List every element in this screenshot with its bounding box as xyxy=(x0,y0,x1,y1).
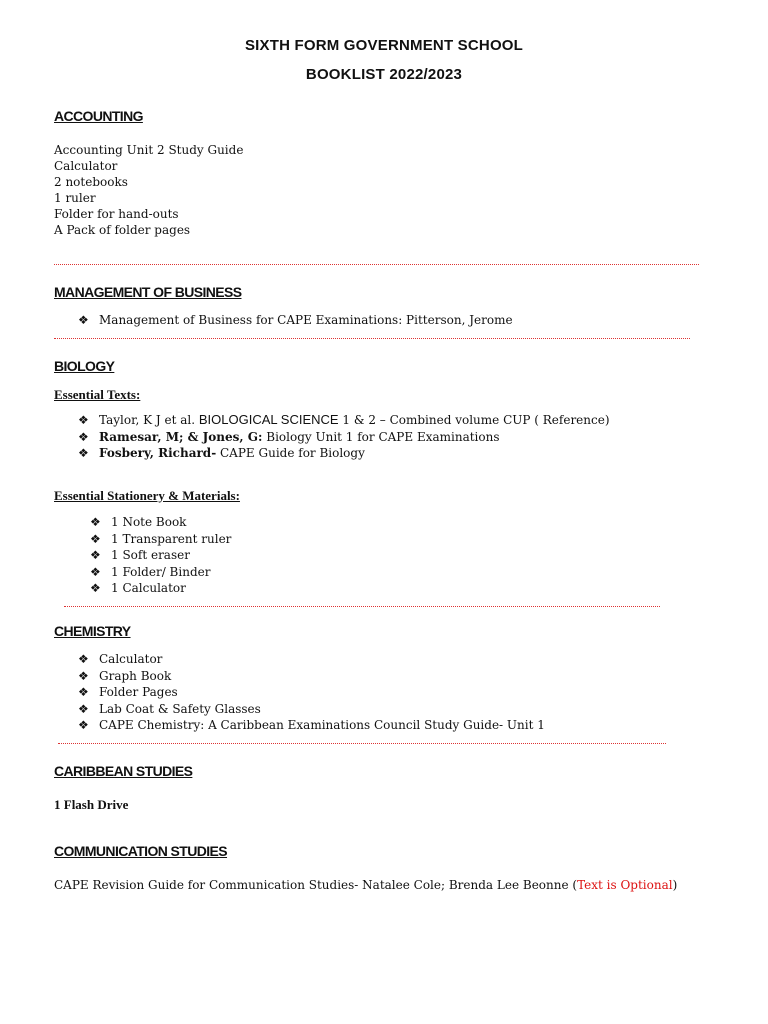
management-list xyxy=(78,312,513,329)
list-item: ❖ Taylor, K J et al. BIOLOGICAL SCIENCE 1 & 2 – Combined volume CUP ( Reference) xyxy=(78,412,610,427)
diamond-bullet-icon: ❖ xyxy=(90,548,101,562)
list-item: ❖ Calculator xyxy=(78,652,163,666)
optional-note: Text is Optional xyxy=(577,878,673,892)
list-item: ❖ Management of Business for CAPE Examinations: Pitterson, Jerome xyxy=(78,313,513,327)
divider xyxy=(54,264,699,265)
essential-texts-heading: Essential Texts: xyxy=(54,387,141,402)
list-item: Folder for hand-outs xyxy=(54,207,179,221)
chemistry-heading: CHEMISTRY xyxy=(54,623,131,639)
diamond-bullet-icon: ❖ xyxy=(90,581,101,595)
list-item: 2 notebooks xyxy=(54,175,128,189)
list-item: ❖ 1 Soft eraser xyxy=(90,548,190,562)
chemistry-list xyxy=(78,651,545,734)
diamond-bullet-icon: ❖ xyxy=(78,652,89,666)
diamond-bullet-icon: ❖ xyxy=(78,718,89,732)
list-item: ❖ 1 Calculator xyxy=(90,581,186,595)
diamond-bullet-icon: ❖ xyxy=(78,429,89,444)
biology-heading: BIOLOGY xyxy=(54,358,115,374)
diamond-bullet-icon: ❖ xyxy=(78,701,89,716)
list-item: ❖ 1 Folder/ Binder xyxy=(90,564,211,579)
list-item: ❖ 1 Note Book xyxy=(90,515,187,529)
communication-heading: COMMUNICATION STUDIES xyxy=(54,843,228,859)
diamond-bullet-icon: ❖ xyxy=(78,413,89,427)
diamond-bullet-icon: ❖ xyxy=(78,446,89,460)
list-item: ❖ Folder Pages xyxy=(78,685,178,699)
list-item: Accounting Unit 2 Study Guide xyxy=(54,143,244,157)
stationery-heading: Essential Stationery & Materials: xyxy=(54,488,240,503)
school-title: SIXTH FORM GOVERNMENT SCHOOL xyxy=(244,37,524,54)
accounting-heading: ACCOUNTING xyxy=(54,108,143,124)
accounting-list xyxy=(54,142,243,238)
list-item: ❖ Lab Coat & Safety Glasses xyxy=(78,701,261,716)
flash-drive-item: 1 Flash Drive xyxy=(54,797,129,812)
diamond-bullet-icon: ❖ xyxy=(78,313,89,327)
list-item: ❖ Fosbery, Richard- CAPE Guide for Biology xyxy=(78,446,365,460)
booklist-title: BOOKLIST 2022/2023 xyxy=(305,66,463,83)
list-item: ❖ Ramesar, M; & Jones, G: Biology Unit 1 for CAPE Examinations xyxy=(78,429,500,444)
list-item: 1 ruler xyxy=(54,191,96,205)
biology-texts-list xyxy=(78,412,610,462)
diamond-bullet-icon: ❖ xyxy=(78,668,89,683)
diamond-bullet-icon: ❖ xyxy=(78,685,89,699)
list-item: Calculator xyxy=(54,159,118,173)
list-item: ❖ 1 Transparent ruler xyxy=(90,531,232,546)
list-item: ❖ CAPE Chemistry: A Caribbean Examinations Council Study Guide- Unit 1 xyxy=(78,718,545,732)
divider xyxy=(64,606,660,607)
list-item: A Pack of folder pages xyxy=(54,223,191,237)
divider xyxy=(58,743,666,744)
caribbean-heading: CARIBBEAN STUDIES xyxy=(54,763,193,779)
management-heading: MANAGEMENT OF BUSINESS xyxy=(54,284,242,300)
divider xyxy=(54,338,690,339)
communication-text: CAPE Revision Guide for Communication Studies- Natalee Cole; Brenda Lee Beonne (Text is Optional) xyxy=(54,878,678,892)
list-item: ❖ Graph Book xyxy=(78,668,172,683)
stationery-list xyxy=(90,514,231,597)
diamond-bullet-icon: ❖ xyxy=(90,531,101,546)
diamond-bullet-icon: ❖ xyxy=(90,564,101,579)
diamond-bullet-icon: ❖ xyxy=(90,515,101,529)
